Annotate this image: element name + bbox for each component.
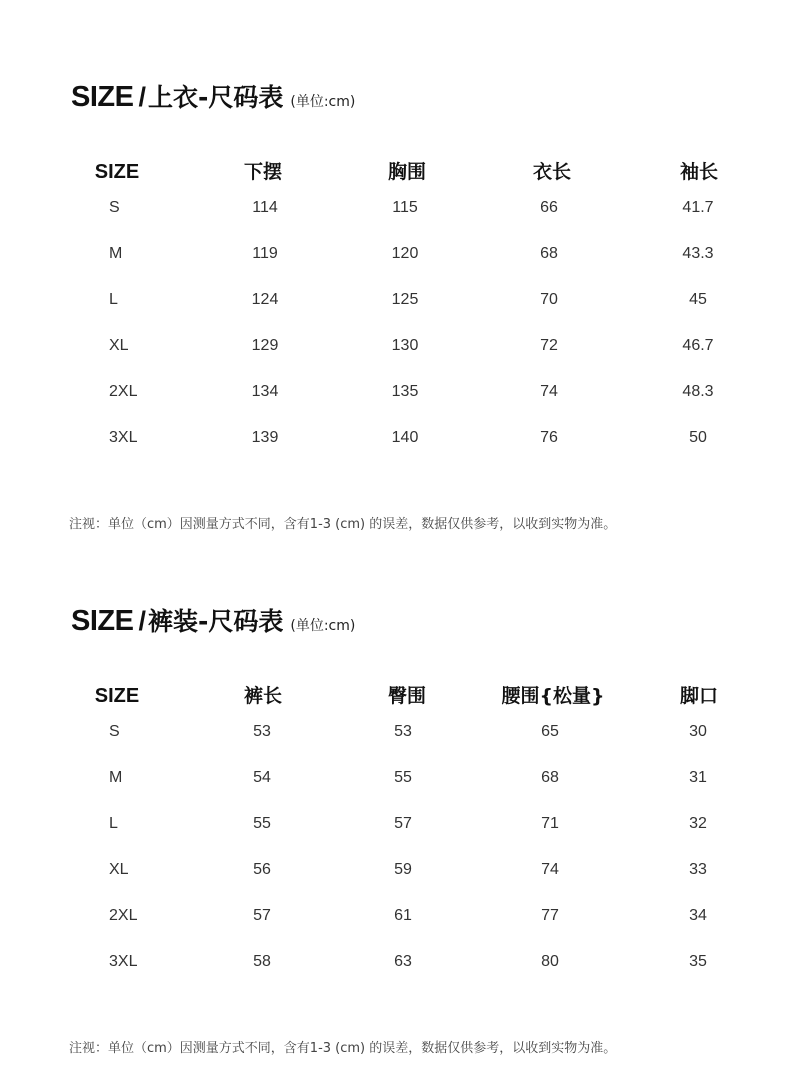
hem-cell: 139 [251,429,279,446]
pant-length-cell: 53 [253,723,271,740]
length-cell: 76 [540,429,558,446]
tops-header-hem: 下摆 [243,161,283,183]
waist-cell: 68 [541,769,559,786]
pant-length-cell: 54 [253,769,271,786]
hip-cell: 59 [394,861,412,878]
pants-title-slash: / [138,606,146,636]
table-row [0,334,790,358]
waist-cell: 65 [541,723,559,740]
leg-opening-cell: 35 [689,953,707,970]
table-row [0,766,790,790]
pants-header-hip: 臀围 [387,685,427,707]
size-cell: XL [109,337,129,354]
waist-cell: 71 [541,815,559,832]
leg-opening-cell: 34 [689,907,707,924]
size-cell: S [109,199,120,216]
size-cell: M [109,769,123,786]
table-row [0,196,790,220]
pants-header-pant-length: 裤长 [243,685,283,707]
hem-cell: 124 [251,291,279,308]
tops-measurement-note: 注视：单位（cm）因测量方式不同，含有1-3 (cm) 的误差，数据仅供参考，以收到实物为准。 [69,517,617,532]
chest-cell: 115 [392,199,418,216]
leg-opening-cell: 30 [689,723,707,740]
hip-cell: 63 [394,953,412,970]
sleeve-cell: 50 [689,429,707,446]
hip-cell: 53 [394,723,412,740]
tops-header-length: 衣长 [532,161,572,183]
hip-cell: 57 [394,815,412,832]
table-row [0,720,790,744]
table-row [0,904,790,928]
length-cell: 70 [540,291,558,308]
pant-length-cell: 58 [253,953,271,970]
tops-header-sleeve: 袖长 [679,161,719,183]
chest-cell: 125 [391,291,419,308]
size-cell: 2XL [109,907,138,924]
pant-length-cell: 57 [253,907,271,924]
sleeve-cell: 48.3 [682,383,714,400]
table-row [0,288,790,312]
tops-title-unit: (单位:cm) [290,94,356,110]
sleeve-cell: 46.7 [682,337,714,354]
table-row [0,858,790,882]
tops-title [71,78,355,118]
chest-cell: 120 [391,245,419,262]
chest-cell: 140 [391,429,419,446]
hem-cell: 119 [252,245,278,262]
hip-cell: 61 [394,907,412,924]
tops-title-size: SIZE [71,81,134,113]
sleeve-cell: 43.3 [682,245,714,262]
leg-opening-cell: 31 [689,769,707,786]
chest-cell: 135 [391,383,419,400]
pants-title-unit: (单位:cm) [290,618,356,634]
hem-cell: 114 [252,199,278,216]
length-cell: 72 [540,337,558,354]
leg-opening-cell: 32 [689,815,707,832]
pants-measurement-note: 注视：单位（cm）因测量方式不同，含有1-3 (cm) 的误差，数据仅供参考，以收到实物为准。 [69,1041,617,1056]
pants-header-size: SIZE [94,685,140,707]
length-cell: 74 [540,383,558,400]
tops-header-row [0,160,790,184]
hem-cell: 129 [251,337,279,354]
sleeve-cell: 41.7 [682,199,714,216]
hip-cell: 55 [394,769,412,786]
size-cell: 3XL [109,953,138,970]
tops-title-slash: / [138,82,146,112]
tops-header-chest: 胸围 [387,161,427,183]
size-cell: L [109,815,118,832]
leg-opening-cell: 33 [689,861,707,878]
size-cell: 2XL [109,383,138,400]
pants-title [71,602,355,642]
table-row [0,426,790,450]
pants-header-row [0,684,790,708]
size-cell: S [109,723,120,740]
table-row [0,950,790,974]
table-row [0,242,790,266]
chest-cell: 130 [391,337,419,354]
hem-cell: 134 [251,383,279,400]
pants-title-size: SIZE [71,605,134,637]
size-cell: M [109,245,123,262]
size-cell: L [109,291,118,308]
table-row [0,380,790,404]
tops-header-size: SIZE [94,161,140,183]
table-row [0,812,790,836]
pant-length-cell: 56 [253,861,271,878]
length-cell: 68 [540,245,558,262]
waist-cell: 74 [541,861,559,878]
sleeve-cell: 45 [689,291,707,308]
pant-length-cell: 55 [253,815,271,832]
pants-header-waist: 腰围{松量} [501,685,605,707]
length-cell: 66 [540,199,558,216]
pants-title-name: 裤装-尺码表 [147,607,284,636]
waist-cell: 80 [541,953,559,970]
pants-header-leg-opening: 脚口 [679,685,719,707]
tops-title-name: 上衣-尺码表 [147,83,284,112]
waist-cell: 77 [541,907,559,924]
size-cell: XL [109,861,129,878]
size-cell: 3XL [109,429,138,446]
